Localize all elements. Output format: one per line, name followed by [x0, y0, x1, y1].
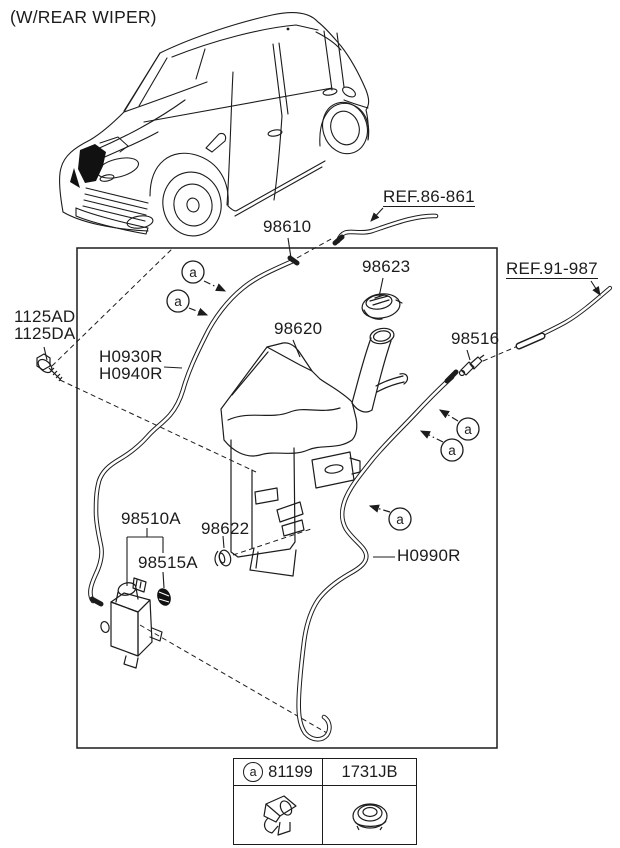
label-hose-h0930r: H0930R [99, 347, 163, 366]
label-ref-cowl-hose: REF.86-861 [383, 187, 475, 206]
legend-ref-letter-badge: a [243, 762, 263, 782]
cowl-hose-drawing [335, 216, 436, 243]
rear-line-drawing [519, 288, 610, 346]
callout-a-letter: a [464, 422, 472, 437]
legend-cell-grommet [323, 786, 416, 844]
label-tank-grommet: 98622 [201, 519, 250, 538]
pump-grommet-drawing [155, 587, 172, 607]
legend-part-right: 1731JB [341, 762, 398, 781]
label-rear-hose: H0990R [397, 546, 461, 565]
label-pump-grommet: 98515A [138, 553, 198, 572]
legend-cell-clip [234, 786, 323, 844]
legend-header-left [234, 759, 323, 785]
label-reservoir-cap: 98623 [362, 257, 411, 276]
legend-table [233, 758, 417, 845]
callout-a-letter: a [448, 443, 456, 458]
diagram-variant-note: (W/REAR WIPER) [10, 7, 157, 27]
grommet-plug-icon [324, 786, 416, 844]
label-hose-h0940r: H0940R [99, 364, 163, 383]
hose-connector-drawing [460, 355, 485, 376]
legend-body-row [234, 786, 416, 844]
label-washer-pump: 98510A [121, 509, 181, 528]
retainer-clip-icon [234, 786, 322, 844]
tank-grommet-drawing [215, 549, 232, 567]
label-front-washer-hose: 98610 [263, 217, 312, 236]
car-illustration [60, 13, 374, 242]
legend-header-row [234, 759, 416, 786]
label-bolt-1125da: 1125DA [14, 324, 76, 343]
label-bolt-1125ad: 1125AD [14, 307, 76, 326]
callout-a-letter: a [174, 294, 182, 309]
label-hose-connector: 98516 [451, 329, 500, 348]
legend-part-left: 81199 [268, 762, 313, 781]
location-dashed-lines [52, 238, 518, 733]
label-ref-rear-line: REF.91-987 [506, 259, 598, 278]
callout-a-letter: a [396, 512, 404, 527]
mounting-bolt-drawing [36, 354, 62, 381]
label-reservoir: 98620 [274, 319, 323, 338]
reservoir-cap-drawing [361, 291, 402, 320]
filler-neck-drawing [352, 327, 407, 412]
callout-a-letter: a [189, 265, 197, 280]
washer-pump-drawing [100, 578, 162, 668]
